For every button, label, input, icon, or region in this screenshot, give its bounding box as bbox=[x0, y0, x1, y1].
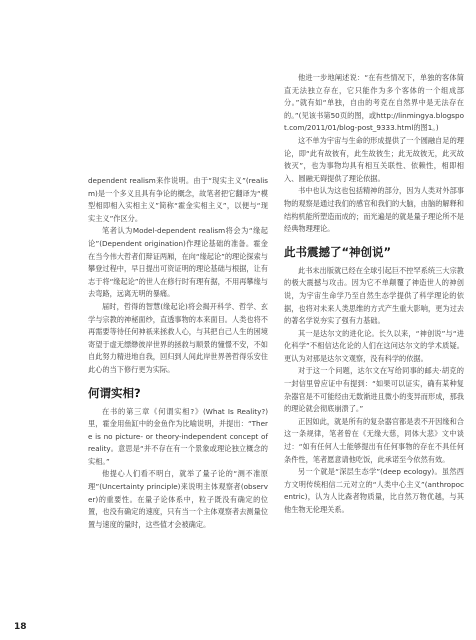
paragraph: 对于这一个问题，达尔文在写给同事的邮夫·胡克的一封信里曾应证中有提到：“如果可以证实，确有某种复杂器官是不可能经由无数渐进且微小的变异而形成，那我的理论就会彻底崩溃了。” bbox=[284, 366, 464, 414]
right-paragraphs-top bbox=[284, 72, 464, 236]
paragraph: 在书的第三章《何谓实相?》(What Is Reality?)里，霍金用鱼缸中的金鱼作为比喻说明，并提出：“There is no picture- or theory-independent concept of reality。意思是“并不存在有一个景象或理论独立概念的实相。” bbox=[88, 406, 268, 466]
paragraph: 正因如此，就是所有的复杂器官都是表不开因缘和合这一条规律，笔者曾在《无缘大慈，同体大悲》文中谈过：“如有任何人士能够提出有任何事物的存在不具任何条件性，笔者愿意请他吃饭，此承诺至今依然有效。 bbox=[284, 416, 464, 464]
left-column bbox=[88, 175, 268, 531]
paragraph: 他进一步地阐述说：“在有些情况下，单独的客体简直无法独立存在，它只能作为多个客体的一个组成部分。”就有如“单独，自由的考克在自然界中是无法存在的。”(见该书第50页的图，或http://linmingya.blogspot.com/2011/01/blog-post_9333.html的图1。) bbox=[284, 73, 464, 133]
left-paragraphs-top bbox=[88, 175, 268, 377]
paragraph: 书中也认为这也包括精神的部分，因为人类对外部事物的观察是通过我们的感官和我们的大脑，由脑的解释和结构机能所塑造而成的；而光遍是的就是量子理论所不是经典物理理论。 bbox=[284, 186, 464, 234]
paragraph: 笔者认为Model-dependent realism将会为“缘起论”(Dependent origination)作理论基础的准备。霍金在当今伟大哲者们辩证两厢，在向“缘起论”的理论探索与攀登过程中，早日提出可资证明的理论基础与根据，让有志于将“缘起论”的世人在修行时有理有据，不用再攀缘与去弯路，远离无明的暴痛。 bbox=[88, 226, 268, 299]
left-paragraphs-bottom bbox=[88, 406, 268, 532]
paragraph: 另一个就是“深层生态学”(deep ecology)。虽然西方文明传统相信二元对立的“人类中心主义”(anthropocentric)，认为人比森者物质量，比自然万物优越，与其他生物无伦理关系。 bbox=[284, 467, 464, 514]
paragraph: dependent realism来作说明。由于“现实主义”(realism)是一个多义且具有争论的概念，故笔者把它翻译为“模型相即相入实相主义”简称“霍金实相主义”，以便与“现实主义”作区分。 bbox=[88, 176, 268, 223]
paragraph: 其一是达尔文的进化论。长久以来，“神创说”与“进化科学”不相信达化论的人们在这问达尔文的学术质疑。更认为对那是达尔文观察，没有科学的依据。 bbox=[284, 328, 464, 363]
section-heading-reality: 何谓实相? bbox=[88, 385, 141, 400]
page-number: 18 bbox=[14, 622, 27, 632]
right-paragraphs-bottom bbox=[284, 265, 464, 517]
paragraph: 届时，哲得的智慧(缘起论)将会揭开科学、哲学、玄学与宗教的神秘面纱，直透事物的本来面目。人类也将不再需要等待任何神祇来拯救人心，与其把自己人生的困境寄望于虚无缥缈彼岸世界的拯救与顺景的憧憬不安，不如自此努力精进地自我，回归到人间此岸世界善哲得乐安住此心的当下修行更为实际。 bbox=[88, 301, 268, 374]
paragraph: 此书未出版就已经在全球引起巨不控罕系统三大宗教的极大震撼与攻击。因为它不单颠覆了神造世人的神创说，为宇宙生命学乃至自然生态学提供了科学理论的依据，也将对未来人类思维的方式产生重大影响，更为过去的著名学说夯实了强有力基础。 bbox=[284, 265, 464, 326]
paragraph: 这不单为宇宙与生命的形成提供了一个圆融自足的理论，即“此有故彼有，此生故彼生；此无故彼无，此灭故彼灭”，也为事物均具有相互关联性、依赖性，相即相入、圆融无碍提供了理论依据。 bbox=[284, 135, 464, 183]
paragraph: 他提心人们看不明白，就举了量子论的“测不准原理”(Uncertainty principle)来说明主体观察者(observer)的重要性。在量子论体系中，粒子既没有确定的位置，也没有确定的速度，只有当一个主体观察者去测量位置与速度的量时，这些值才会被确定。 bbox=[88, 469, 268, 529]
right-column bbox=[284, 72, 464, 517]
section-heading-creationism: 此书震撼了“神创说” bbox=[284, 244, 392, 259]
